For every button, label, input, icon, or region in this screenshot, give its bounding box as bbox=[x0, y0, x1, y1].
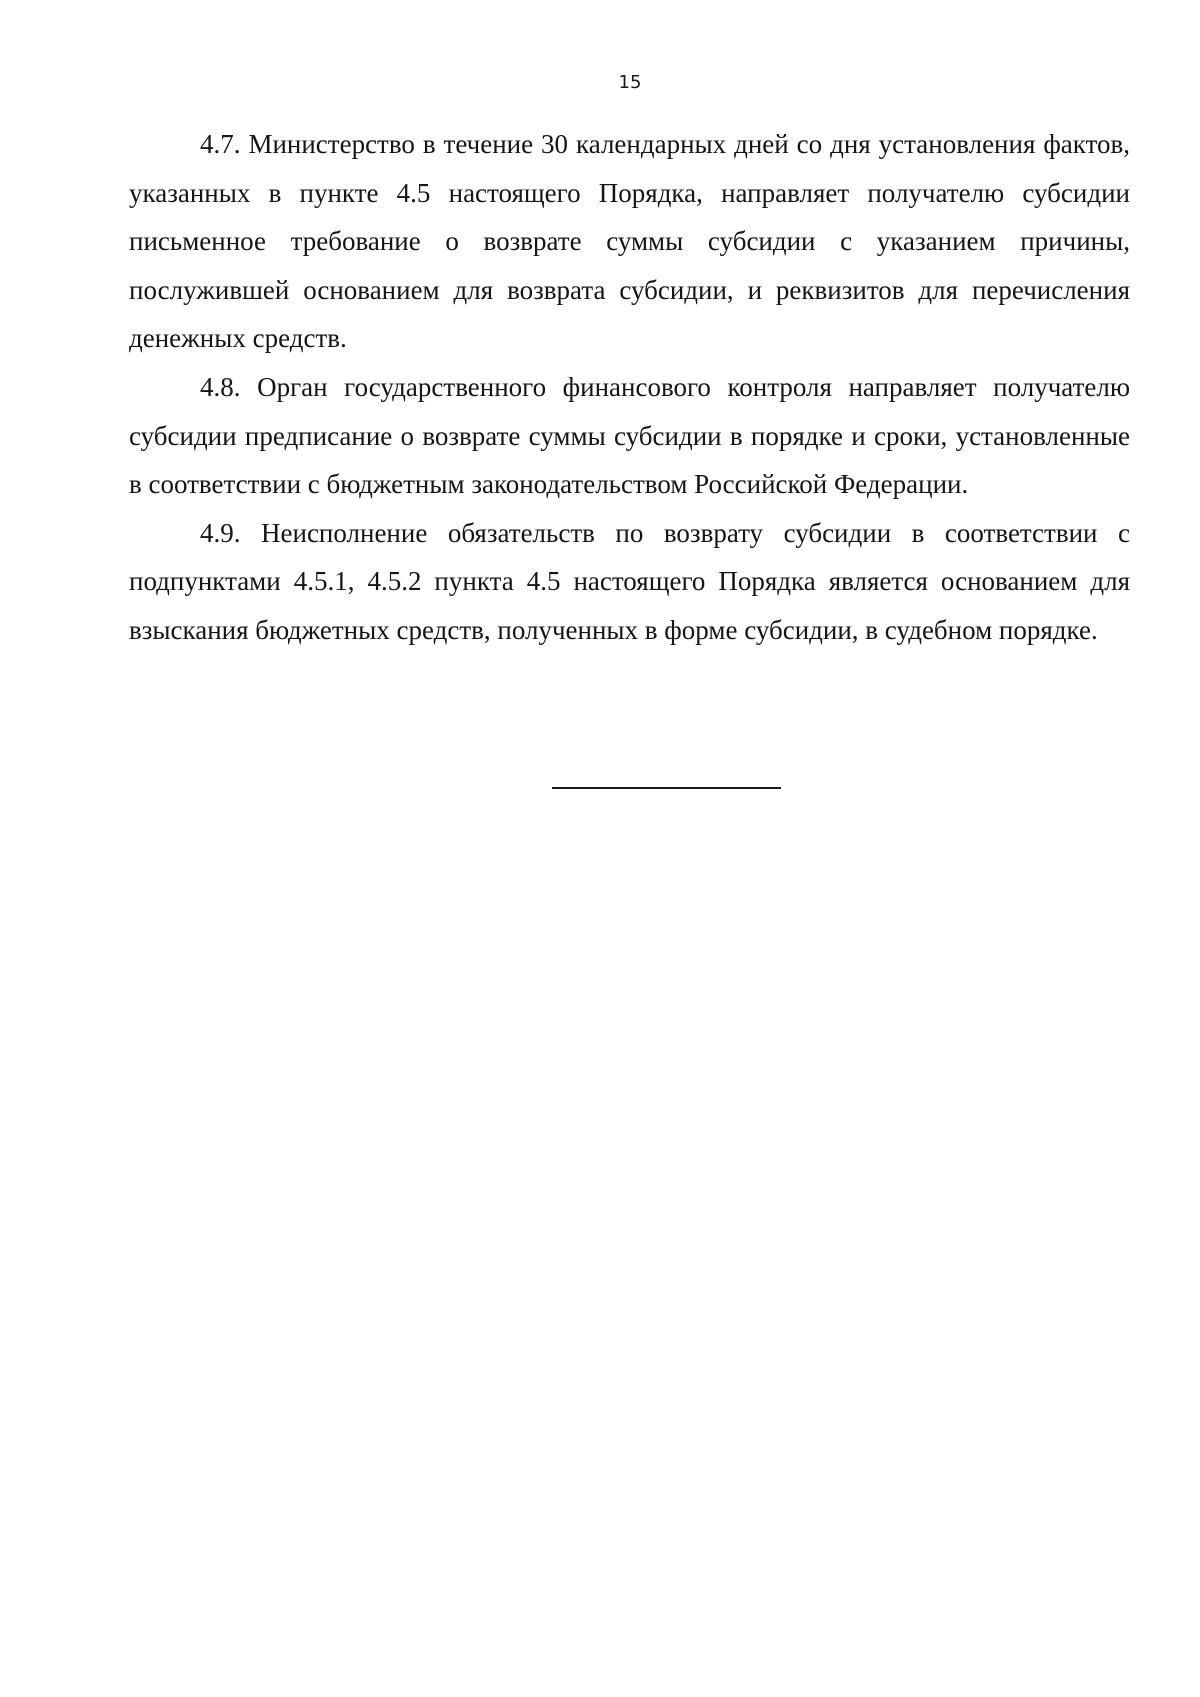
document-body bbox=[129, 120, 1130, 655]
paragraph-4-9: 4.9. Неисполнение обязательств по возврату субсидии в соответствии с подпунктами 4.5.1, 4.5.2 пункта 4.5 настоящего Порядка является основанием для взыскания бюджетных средств, полученных в форме субсидии, в судебном порядке. bbox=[129, 517, 1130, 645]
paragraph-4-8: 4.8. Орган государственного финансового контроля направляет получателю субсидии предписание о возврате суммы субсидии в порядке и сроки, установленные в соответствии с бюджетным законодательством Российской Федерации. bbox=[129, 371, 1130, 500]
page-number: 15 bbox=[618, 72, 642, 93]
document-end-rule bbox=[552, 787, 781, 789]
paragraph-4-7: 4.7. Министерство в течение 30 календарных дней со дня установления фактов, указанных в пункте 4.5 настоящего Порядка, направляет получателю субсидии письменное требование о возврате суммы субсидии с указанием причины, послужившей основанием для возврата субсидии, и реквизитов для перечисления денежных средств. bbox=[129, 129, 1130, 354]
